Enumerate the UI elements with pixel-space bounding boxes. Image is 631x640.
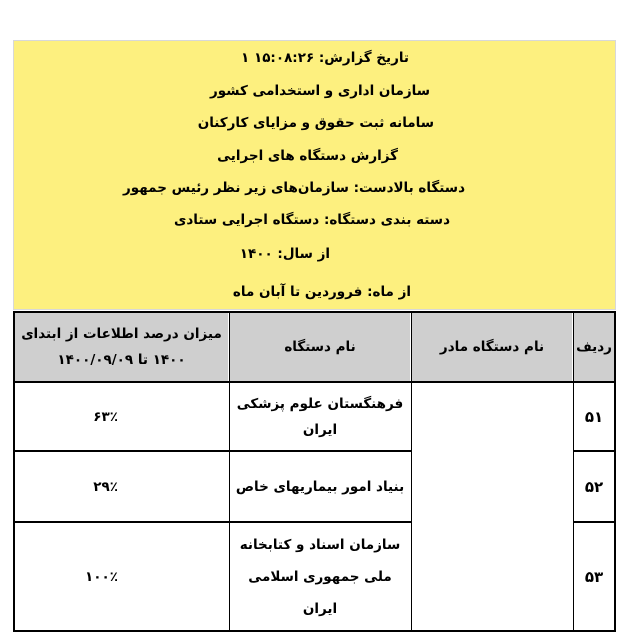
grid-line xyxy=(573,313,575,630)
report-year: از سال: ۱۴۰۰ xyxy=(239,246,330,262)
row-53-number: ۵۳ xyxy=(584,567,604,586)
row-51-org-line1: فرهنگستان علوم پزشکی xyxy=(236,395,404,412)
row-52-percent: ۲۹٪ xyxy=(93,478,118,495)
row-51-percent: ۶۳٪ xyxy=(93,408,118,425)
header-percent-line2: ۱۴۰۰ تا ۱۴۰۰/۰۹/۰۹ xyxy=(57,352,186,368)
report-date: تاریخ گزارش: ۱۵:۰۸:۲۶ ۱ xyxy=(241,50,409,66)
grid-line xyxy=(15,450,412,452)
report-header xyxy=(13,40,616,310)
header-percent xyxy=(15,313,228,381)
header-parent-org: نام دستگاه مادر xyxy=(412,313,572,381)
grid-line xyxy=(15,521,412,523)
header-row-no: ردیف xyxy=(574,313,614,381)
parent-organization: دستگاه بالادست: سازمان‌های زیر نظر رئیس جمهور xyxy=(123,180,465,196)
grid-line xyxy=(229,313,231,630)
report-month-range: از ماه: فروردین تا آبان ماه xyxy=(232,284,411,300)
organization-category: دسته بندی دستگاه: دستگاه اجرایی ستادی xyxy=(173,212,450,228)
row-53-org-name xyxy=(230,523,410,630)
row-52-org-name: بنیاد امور بیماریهای خاص xyxy=(235,478,405,495)
report-page xyxy=(13,40,616,632)
row-53-org-line1: سازمان اسناد و کتابخانه xyxy=(239,536,401,553)
organizations-table xyxy=(13,311,616,632)
report-title: گزارش دستگاه های اجرایی xyxy=(217,148,398,164)
header-org-name: نام دستگاه xyxy=(230,313,410,381)
row-52-number: ۵۲ xyxy=(584,477,604,496)
row-51-org-line2: ایران xyxy=(302,421,338,438)
header-percent-line1: میزان درصد اطلاعات از ابتدای xyxy=(21,326,222,342)
organization-name: سازمان اداری و استخدامی کشور xyxy=(210,83,430,99)
row-53-percent: ۱۰۰٪ xyxy=(85,568,118,585)
grid-line xyxy=(574,450,614,452)
row-51-org-name xyxy=(230,383,410,450)
row-51-number: ۵۱ xyxy=(584,407,604,426)
grid-line xyxy=(15,381,614,383)
system-name: سامانه ثبت حقوق و مزایای کارکنان xyxy=(197,115,434,131)
grid-line xyxy=(574,521,614,523)
grid-line xyxy=(411,313,413,630)
row-53-org-line2: ملی جمهوری اسلامی ایران xyxy=(248,568,392,617)
